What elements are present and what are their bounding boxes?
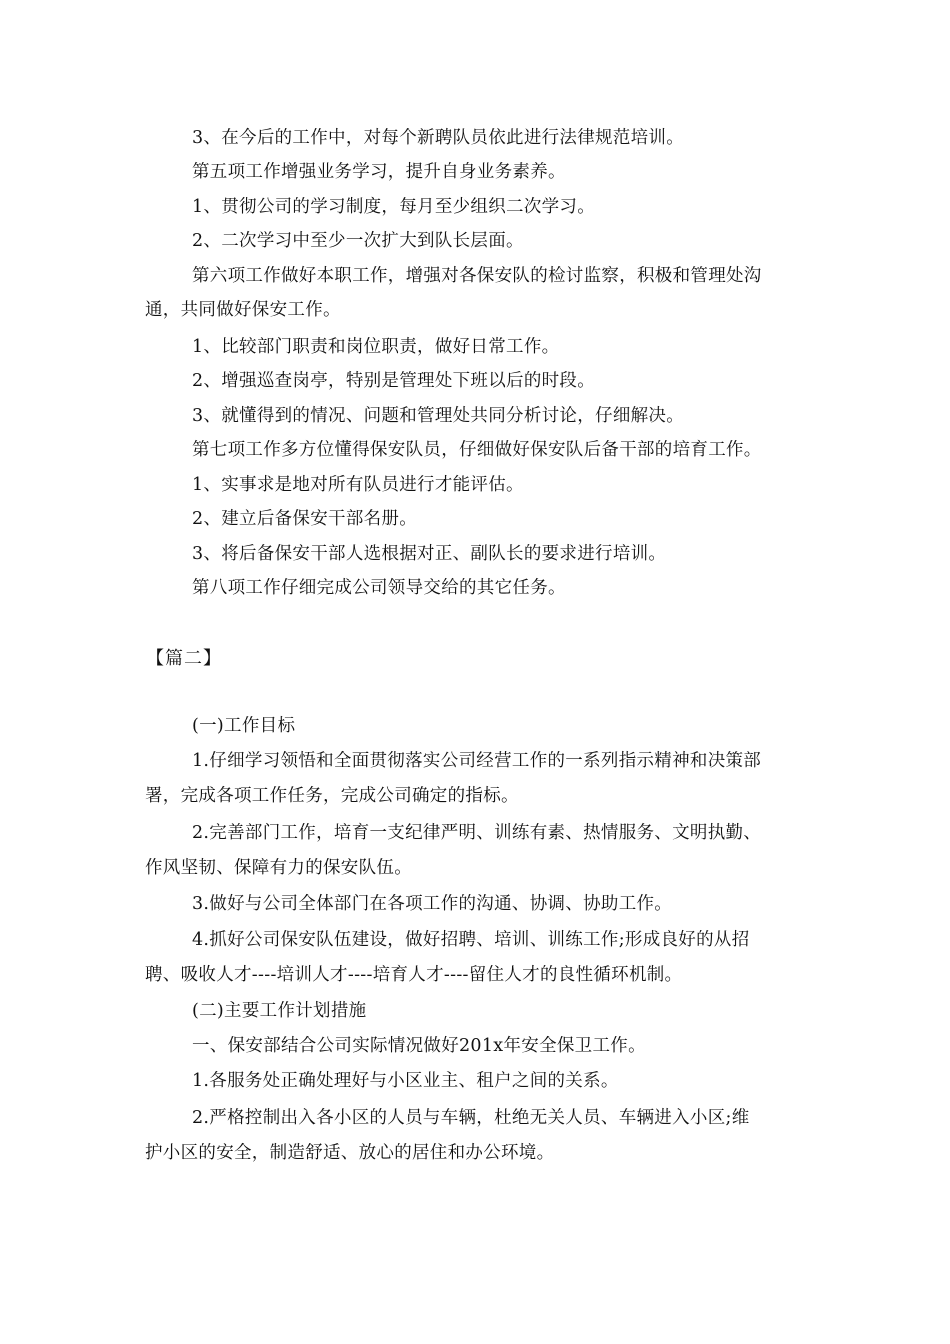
paragraph-line: 聘、吸收人才----培训人才----培育人才----留住人才的良性循环机制。 [145,965,683,985]
paragraph-line: 2.完善部门工作，培育一支纪律严明、训练有素、热情服务、文明执勤、 [192,823,762,843]
paragraph-line: 4.抓好公司保安队伍建设，做好招聘、培训、训练工作;形成良好的从招 [192,930,750,950]
section-heading: 【篇二】 [146,648,222,669]
paragraph-line: 2、二次学习中至少一次扩大到队长层面。 [192,231,524,251]
paragraph-line: 署，完成各项工作任务，完成公司确定的指标。 [145,786,519,806]
paragraph-line: 第八项工作仔细完成公司领导交给的其它任务。 [192,578,566,598]
paragraph-line: 1.仔细学习领悟和全面贯彻落实公司经营工作的一系列指示精神和决策部 [192,751,762,771]
paragraph-line: 3、在今后的工作中，对每个新聘队员依此进行法律规范培训。 [192,128,685,148]
paragraph-line: 第五项工作增强业务学习，提升自身业务素养。 [192,162,566,182]
paragraph-line: 2.严格控制出入各小区的人员与车辆，杜绝无关人员、车辆进入小区;维 [192,1108,750,1128]
paragraph-line: 通，共同做好保安工作。 [145,300,341,320]
paragraph-line: 1、贯彻公司的学习制度，每月至少组织二次学习。 [192,197,596,217]
paragraph-line: 1、实事求是地对所有队员进行才能评估。 [192,475,524,495]
paragraph-line: 2、增强巡查岗亭，特别是管理处下班以后的时段。 [192,371,596,391]
paragraph-line: 3、就懂得到的情况、问题和管理处共同分析讨论，仔细解决。 [192,406,685,426]
paragraph-line: 2、建立后备保安干部名册。 [192,509,418,529]
paragraph-line: (一)工作目标 [192,716,296,736]
paragraph-line: 3.做好与公司全体部门在各项工作的沟通、协调、协助工作。 [192,894,673,914]
paragraph-line: 3、将后备保安干部人选根据对正、副队长的要求进行培训。 [192,544,667,564]
paragraph-line: (二)主要工作计划措施 [192,1001,367,1021]
paragraph-line: 第六项工作做好本职工作，增强对各保安队的检讨监察，积极和管理处沟 [192,266,762,286]
paragraph-line: 1、比较部门职责和岗位职责，做好日常工作。 [192,337,560,357]
paragraph-line: 护小区的安全，制造舒适、放心的居住和办公环境。 [145,1143,555,1163]
paragraph-line: 一、保安部结合公司实际情况做好201x年安全保卫工作。 [192,1036,646,1056]
paragraph-line: 作风坚韧、保障有力的保安队伍。 [145,858,412,878]
paragraph-line: 第七项工作多方位懂得保安队员，仔细做好保安队后备干部的培育工作。 [192,440,762,460]
paragraph-line: 1.各服务处正确处理好与小区业主、租户之间的关系。 [192,1071,619,1091]
